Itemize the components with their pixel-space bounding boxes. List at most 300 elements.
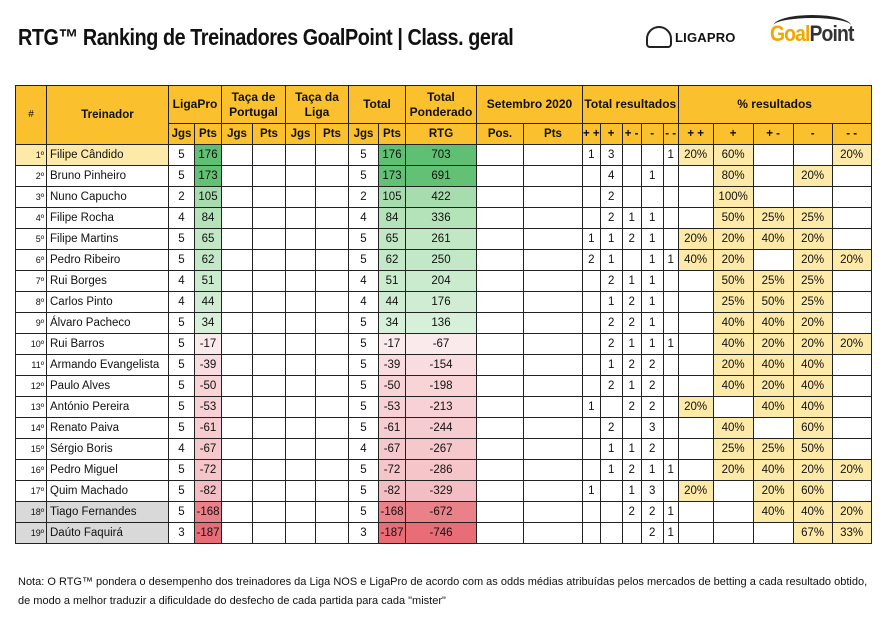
result-count	[622, 166, 641, 187]
sub-res-cat: + -	[622, 124, 641, 145]
result-pct: 20%	[678, 145, 713, 166]
taca-portugal-jgs	[222, 418, 253, 439]
rtg-value: 703	[406, 145, 477, 166]
total-jgs: 5	[349, 418, 379, 439]
sub-pct-cat: - -	[832, 124, 871, 145]
coach-name: Paulo Alves	[47, 376, 169, 397]
rtg-value: -198	[406, 376, 477, 397]
result-count	[600, 502, 622, 523]
result-pct: 40%	[713, 376, 753, 397]
result-pct: 20%	[713, 229, 753, 250]
total-jgs: 4	[349, 439, 379, 460]
taca-portugal-pts	[253, 229, 286, 250]
taca-liga-pts	[316, 334, 349, 355]
result-pct	[678, 439, 713, 460]
result-count: 1	[641, 292, 663, 313]
result-count: 1	[663, 502, 678, 523]
header-pct-resultados: % resultados	[678, 86, 871, 124]
result-count	[622, 418, 641, 439]
total-jgs: 4	[349, 271, 379, 292]
total-jgs: 5	[349, 355, 379, 376]
result-pct	[678, 523, 713, 544]
result-count	[663, 355, 678, 376]
result-pct: 20%	[713, 250, 753, 271]
result-count	[622, 145, 641, 166]
result-count	[622, 187, 641, 208]
coach-name: Sérgio Boris	[47, 439, 169, 460]
result-count	[663, 208, 678, 229]
page-title: RTG™ Ranking de Treinadores GoalPoint | Class. geral	[18, 24, 514, 50]
taca-liga-jgs	[286, 292, 316, 313]
result-count	[663, 439, 678, 460]
table-row	[16, 355, 872, 376]
ligapro-jgs: 5	[169, 166, 195, 187]
ligapro-jgs: 5	[169, 376, 195, 397]
result-pct: 40%	[753, 460, 793, 481]
result-count: 1	[622, 439, 641, 460]
total-jgs: 5	[349, 460, 379, 481]
ligapro-pts: -187	[195, 523, 222, 544]
result-pct: 40%	[713, 334, 753, 355]
result-pct: 20%	[753, 334, 793, 355]
result-count	[583, 208, 601, 229]
total-jgs: 5	[349, 313, 379, 334]
result-count	[583, 313, 601, 334]
result-pct	[678, 376, 713, 397]
month-pts	[524, 229, 583, 250]
ligapro-logo-text: LIGAPRO	[675, 29, 736, 45]
result-pct	[832, 187, 871, 208]
rtg-value: 336	[406, 208, 477, 229]
month-pts	[524, 208, 583, 229]
result-count: 1	[663, 145, 678, 166]
ligapro-pts: 84	[195, 208, 222, 229]
header-name: Treinador	[47, 86, 169, 145]
table-row	[16, 502, 872, 523]
result-pct: 20%	[793, 229, 832, 250]
ligapro-pts: -61	[195, 418, 222, 439]
result-count: 1	[583, 481, 601, 502]
result-count: 1	[641, 334, 663, 355]
result-pct: 20%	[753, 376, 793, 397]
ligapro-jgs: 4	[169, 271, 195, 292]
sub-jgs: Jgs	[286, 124, 316, 145]
result-pct: 20%	[753, 481, 793, 502]
rtg-value: -244	[406, 418, 477, 439]
goalpoint-logo: GoalPoint	[770, 21, 854, 47]
month-pos	[477, 145, 524, 166]
ligapro-pts: -53	[195, 397, 222, 418]
taca-liga-pts	[316, 313, 349, 334]
result-pct: 25%	[753, 208, 793, 229]
result-count	[583, 334, 601, 355]
rank-cell: 5º	[16, 229, 47, 250]
month-pts	[524, 334, 583, 355]
result-pct	[713, 502, 753, 523]
taca-portugal-pts	[253, 460, 286, 481]
ligapro-pts: 44	[195, 292, 222, 313]
taca-liga-jgs	[286, 376, 316, 397]
result-pct	[678, 355, 713, 376]
total-pts: -17	[379, 334, 406, 355]
total-jgs: 5	[349, 145, 379, 166]
coach-name: Tiago Fernandes	[47, 502, 169, 523]
taca-liga-pts	[316, 145, 349, 166]
result-pct	[678, 313, 713, 334]
sub-pos: Pos.	[477, 124, 524, 145]
total-pts: -39	[379, 355, 406, 376]
result-count: 1	[583, 397, 601, 418]
result-pct	[753, 187, 793, 208]
result-count	[583, 439, 601, 460]
taca-portugal-jgs	[222, 208, 253, 229]
taca-liga-pts	[316, 166, 349, 187]
result-pct: 25%	[793, 271, 832, 292]
result-count	[583, 376, 601, 397]
result-count: 1	[622, 481, 641, 502]
result-count: 2	[600, 208, 622, 229]
result-count	[663, 229, 678, 250]
month-pos	[477, 460, 524, 481]
rank-cell: 16º	[16, 460, 47, 481]
rtg-value: -672	[406, 502, 477, 523]
taca-portugal-pts	[253, 145, 286, 166]
ligapro-pts: -82	[195, 481, 222, 502]
taca-portugal-pts	[253, 166, 286, 187]
rtg-value: 176	[406, 292, 477, 313]
result-pct: 40%	[753, 355, 793, 376]
taca-liga-pts	[316, 292, 349, 313]
result-count: 1	[622, 334, 641, 355]
rtg-value: -213	[406, 397, 477, 418]
total-pts: 84	[379, 208, 406, 229]
coach-name: Rui Borges	[47, 271, 169, 292]
result-count	[663, 271, 678, 292]
result-pct	[753, 166, 793, 187]
taca-liga-jgs	[286, 397, 316, 418]
sub-pct-cat: -	[793, 124, 832, 145]
sub-res-cat: +	[600, 124, 622, 145]
taca-liga-pts	[316, 460, 349, 481]
result-count: 1	[641, 271, 663, 292]
rtg-value: 250	[406, 250, 477, 271]
result-count: 1	[600, 250, 622, 271]
rtg-value: -746	[406, 523, 477, 544]
result-count: 1	[583, 145, 601, 166]
total-jgs: 5	[349, 334, 379, 355]
result-count: 2	[641, 502, 663, 523]
sub-pts: Pts	[253, 124, 286, 145]
taca-liga-jgs	[286, 187, 316, 208]
ligapro-pts: 51	[195, 271, 222, 292]
result-count	[663, 376, 678, 397]
result-count: 1	[663, 460, 678, 481]
coach-name: Filipe Cândido	[47, 145, 169, 166]
result-count: 1	[622, 271, 641, 292]
coach-name: Bruno Pinheiro	[47, 166, 169, 187]
result-pct: 60%	[793, 481, 832, 502]
month-pos	[477, 418, 524, 439]
ligapro-jgs: 5	[169, 481, 195, 502]
table-row	[16, 376, 872, 397]
result-pct	[793, 145, 832, 166]
result-count	[583, 502, 601, 523]
result-count	[583, 187, 601, 208]
taca-portugal-jgs	[222, 502, 253, 523]
result-pct: 50%	[713, 208, 753, 229]
result-pct: 20%	[793, 166, 832, 187]
result-count	[663, 166, 678, 187]
total-pts: -168	[379, 502, 406, 523]
rank-cell: 9º	[16, 313, 47, 334]
header-month: Setembro 2020	[477, 86, 583, 124]
month-pos	[477, 166, 524, 187]
taca-liga-pts	[316, 481, 349, 502]
coach-name: Pedro Ribeiro	[47, 250, 169, 271]
ligapro-jgs: 4	[169, 439, 195, 460]
result-pct	[713, 481, 753, 502]
taca-liga-pts	[316, 439, 349, 460]
header-rank: #	[16, 86, 47, 145]
sub-res-cat: - -	[663, 124, 678, 145]
sub-pct-cat: + -	[753, 124, 793, 145]
taca-liga-pts	[316, 271, 349, 292]
result-pct: 20%	[832, 502, 871, 523]
month-pts	[524, 187, 583, 208]
result-count	[663, 481, 678, 502]
result-count	[663, 418, 678, 439]
coach-name: Carlos Pinto	[47, 292, 169, 313]
result-pct: 60%	[793, 418, 832, 439]
month-pts	[524, 397, 583, 418]
month-pos	[477, 271, 524, 292]
table-row	[16, 418, 872, 439]
month-pos	[477, 187, 524, 208]
ligapro-logo	[646, 26, 736, 48]
table-row	[16, 460, 872, 481]
total-pts: -67	[379, 439, 406, 460]
rtg-value: -329	[406, 481, 477, 502]
taca-liga-pts	[316, 418, 349, 439]
result-count: 1	[663, 523, 678, 544]
result-pct: 40%	[753, 313, 793, 334]
header-total: Total	[349, 86, 406, 124]
result-pct	[678, 208, 713, 229]
result-pct: 20%	[678, 229, 713, 250]
taca-portugal-pts	[253, 334, 286, 355]
total-pts: 105	[379, 187, 406, 208]
month-pts	[524, 166, 583, 187]
result-count	[663, 313, 678, 334]
table-row	[16, 271, 872, 292]
header-taca-liga: Taça da Liga	[286, 86, 349, 124]
taca-portugal-pts	[253, 376, 286, 397]
ligapro-jgs: 5	[169, 313, 195, 334]
result-pct: 50%	[753, 292, 793, 313]
result-count	[583, 166, 601, 187]
taca-portugal-jgs	[222, 460, 253, 481]
result-count	[663, 187, 678, 208]
result-pct: 25%	[753, 439, 793, 460]
month-pos	[477, 250, 524, 271]
ligapro-pts: 65	[195, 229, 222, 250]
total-pts: -53	[379, 397, 406, 418]
total-jgs: 5	[349, 397, 379, 418]
rank-cell: 14º	[16, 418, 47, 439]
result-pct	[832, 313, 871, 334]
taca-liga-jgs	[286, 418, 316, 439]
taca-portugal-pts	[253, 397, 286, 418]
result-pct	[753, 523, 793, 544]
result-count: 3	[641, 481, 663, 502]
taca-liga-pts	[316, 355, 349, 376]
result-count	[583, 271, 601, 292]
taca-liga-jgs	[286, 502, 316, 523]
month-pts	[524, 376, 583, 397]
result-count: 2	[600, 271, 622, 292]
table-row	[16, 208, 872, 229]
result-pct: 60%	[713, 145, 753, 166]
result-count: 3	[641, 418, 663, 439]
month-pts	[524, 418, 583, 439]
result-pct	[832, 355, 871, 376]
result-count: 2	[600, 334, 622, 355]
result-pct: 40%	[793, 397, 832, 418]
taca-portugal-jgs	[222, 481, 253, 502]
result-pct	[678, 166, 713, 187]
result-pct	[678, 502, 713, 523]
result-pct	[713, 523, 753, 544]
month-pos	[477, 292, 524, 313]
total-pts: 65	[379, 229, 406, 250]
total-jgs: 5	[349, 376, 379, 397]
taca-portugal-pts	[253, 523, 286, 544]
coach-name: Rui Barros	[47, 334, 169, 355]
result-pct	[713, 397, 753, 418]
month-pos	[477, 523, 524, 544]
taca-liga-pts	[316, 523, 349, 544]
total-pts: 173	[379, 166, 406, 187]
result-count: 2	[622, 397, 641, 418]
result-count: 2	[600, 418, 622, 439]
result-count	[641, 145, 663, 166]
coach-name: Pedro Miguel	[47, 460, 169, 481]
result-pct: 80%	[713, 166, 753, 187]
result-count: 4	[600, 166, 622, 187]
result-pct: 25%	[753, 271, 793, 292]
result-count: 3	[600, 145, 622, 166]
total-jgs: 3	[349, 523, 379, 544]
result-count: 1	[622, 208, 641, 229]
coach-name: Renato Paiva	[47, 418, 169, 439]
result-pct	[832, 439, 871, 460]
result-count: 1	[622, 376, 641, 397]
rank-cell: 13º	[16, 397, 47, 418]
result-pct: 67%	[793, 523, 832, 544]
result-pct: 40%	[713, 313, 753, 334]
result-pct: 20%	[793, 460, 832, 481]
result-pct: 40%	[793, 355, 832, 376]
coach-name: Armando Evangelista	[47, 355, 169, 376]
rank-cell: 11º	[16, 355, 47, 376]
rtg-value: 261	[406, 229, 477, 250]
taca-portugal-pts	[253, 481, 286, 502]
ligapro-jgs: 5	[169, 334, 195, 355]
total-pts: -61	[379, 418, 406, 439]
result-count	[622, 523, 641, 544]
result-count	[583, 418, 601, 439]
result-count	[663, 397, 678, 418]
sub-jgs: Jgs	[169, 124, 195, 145]
ligapro-pts: -17	[195, 334, 222, 355]
sub-jgs: Jgs	[222, 124, 253, 145]
result-count: 2	[622, 229, 641, 250]
result-pct	[678, 334, 713, 355]
result-pct: 25%	[793, 208, 832, 229]
taca-portugal-jgs	[222, 355, 253, 376]
result-pct	[793, 187, 832, 208]
table-row	[16, 145, 872, 166]
rank-cell: 1º	[16, 145, 47, 166]
taca-portugal-jgs	[222, 271, 253, 292]
taca-portugal-jgs	[222, 250, 253, 271]
result-pct	[753, 145, 793, 166]
result-pct	[832, 208, 871, 229]
result-count: 2	[622, 502, 641, 523]
taca-portugal-jgs	[222, 229, 253, 250]
result-count	[583, 460, 601, 481]
result-pct: 40%	[713, 418, 753, 439]
shield-icon	[646, 26, 672, 48]
coach-name: Quim Machado	[47, 481, 169, 502]
result-pct: 20%	[832, 250, 871, 271]
taca-portugal-jgs	[222, 313, 253, 334]
result-pct: 40%	[678, 250, 713, 271]
result-count: 1	[641, 460, 663, 481]
rank-cell: 10º	[16, 334, 47, 355]
coach-name: Álvaro Pacheco	[47, 313, 169, 334]
taca-portugal-pts	[253, 355, 286, 376]
result-count: 2	[600, 187, 622, 208]
total-pts: 176	[379, 145, 406, 166]
result-count: 1	[600, 292, 622, 313]
ligapro-pts: 173	[195, 166, 222, 187]
table-row	[16, 313, 872, 334]
month-pts	[524, 439, 583, 460]
rank-cell: 17º	[16, 481, 47, 502]
header-total-ponderado: Total Ponderado	[406, 86, 477, 124]
ligapro-jgs: 5	[169, 229, 195, 250]
result-pct	[678, 271, 713, 292]
result-count	[600, 523, 622, 544]
rank-cell: 15º	[16, 439, 47, 460]
rtg-value: 691	[406, 166, 477, 187]
month-pos	[477, 334, 524, 355]
taca-liga-pts	[316, 502, 349, 523]
taca-liga-jgs	[286, 355, 316, 376]
header-total-resultados: Total resultados	[583, 86, 679, 124]
taca-portugal-jgs	[222, 166, 253, 187]
result-pct: 50%	[713, 271, 753, 292]
header-taca-portugal: Taça de Portugal	[222, 86, 286, 124]
taca-portugal-pts	[253, 187, 286, 208]
ligapro-pts: 176	[195, 145, 222, 166]
rank-cell: 18º	[16, 502, 47, 523]
sub-pts: Pts	[379, 124, 406, 145]
footnote-line: de modo a melhor traduzir a dificuldade do desfecho de cada partida para cada "mister"	[18, 595, 446, 607]
ligapro-pts: -168	[195, 502, 222, 523]
rank-cell: 7º	[16, 271, 47, 292]
